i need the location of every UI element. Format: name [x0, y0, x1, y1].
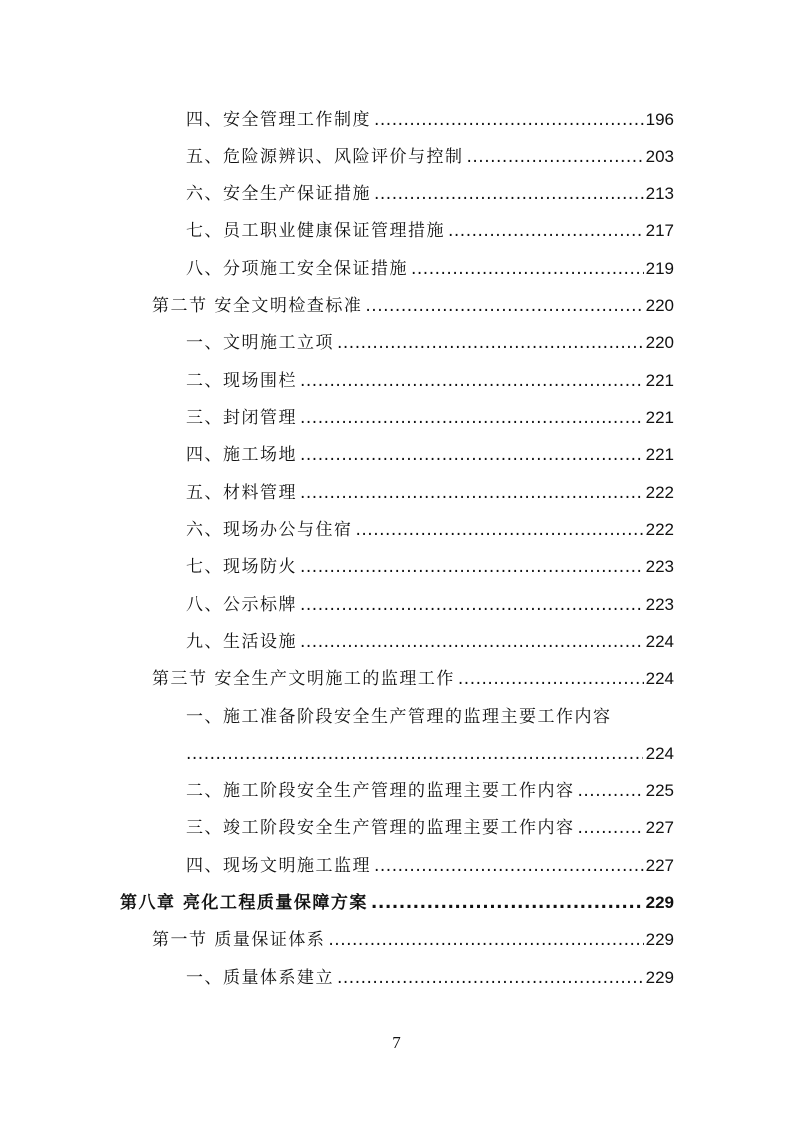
toc-entry-title: 第八章 亮化工程质量保障方案: [120, 893, 368, 913]
toc-entry[interactable]: [186, 332, 674, 354]
toc-entry-title: 七、员工职业健康保证管理措施: [186, 221, 445, 241]
toc-entry-page: 223: [645, 557, 674, 576]
toc-entry[interactable]: [186, 967, 674, 989]
toc-leader-dots: [300, 444, 644, 466]
toc-entry-title: 一、文明施工立项: [186, 333, 334, 353]
toc-leader-dots: [337, 967, 644, 989]
toc-entry[interactable]: [186, 594, 674, 616]
toc-entry[interactable]: [186, 370, 674, 392]
toc-entry-page: 203: [645, 147, 674, 166]
toc-entry-title: 七、现场防火: [186, 557, 297, 577]
toc-entry-page: 222: [645, 520, 674, 539]
toc-leader-dots: [467, 146, 644, 168]
toc-entry-title: 五、危险源辨识、风险评价与控制: [186, 147, 464, 167]
toc-leader-dots: [448, 220, 644, 242]
toc-leader-dots: [411, 258, 644, 280]
toc-entry[interactable]: [186, 109, 674, 131]
toc-entry-page: 221: [645, 408, 674, 427]
toc-entry[interactable]: [186, 817, 674, 839]
toc-entry-title: 三、竣工阶段安全生产管理的监理主要工作内容: [186, 818, 575, 838]
toc-section-entry[interactable]: [152, 295, 674, 317]
toc-entry-title: 八、公示标牌: [186, 595, 297, 615]
toc-leader-dots: [371, 892, 644, 914]
toc-leader-dots: [365, 295, 643, 317]
toc-leader-dots: [300, 556, 644, 578]
toc-leader-dots: [186, 743, 643, 765]
toc-entry-title: 四、现场文明施工监理: [186, 856, 371, 876]
toc-entry-page: 229: [645, 893, 674, 912]
toc-entry[interactable]: [186, 482, 674, 504]
toc-entry[interactable]: [186, 444, 674, 466]
toc-section-entry[interactable]: [152, 929, 674, 951]
toc-entry-page: 213: [645, 184, 674, 203]
toc-entry-title: 二、施工阶段安全生产管理的监理主要工作内容: [186, 781, 575, 801]
toc-entry-title: 五、材料管理: [186, 483, 297, 503]
toc-entry[interactable]: [186, 146, 674, 168]
toc-entry-title: 九、生活设施: [186, 632, 297, 652]
toc-entry-title: 一、质量体系建立: [186, 968, 334, 988]
toc-entry[interactable]: [186, 258, 674, 280]
toc-entry[interactable]: [186, 556, 674, 578]
toc-entry-page: 196: [645, 110, 674, 129]
toc-entry[interactable]: [186, 631, 674, 653]
toc-entry-page: 224: [645, 669, 674, 688]
toc-entry-title: 六、安全生产保证措施: [186, 184, 371, 204]
toc-entry-page: 225: [645, 781, 674, 800]
toc-chapter-entry[interactable]: [120, 892, 674, 914]
toc-entry-title: 二、现场围栏: [186, 371, 297, 391]
toc-leader-dots: [458, 668, 644, 690]
toc-entry-page: 224: [645, 744, 674, 763]
toc-entry-title: 四、安全管理工作制度: [186, 110, 371, 130]
toc-entry[interactable]: [186, 780, 674, 802]
toc-entry-title: 八、分项施工安全保证措施: [186, 259, 408, 279]
toc-leader-dots: [300, 631, 644, 653]
toc-entry[interactable]: [186, 220, 674, 242]
toc-entry-page: 229: [645, 930, 674, 949]
toc-entry-page: 221: [645, 371, 674, 390]
toc-entry-page: 229: [645, 968, 674, 987]
toc-entry-page: 223: [645, 595, 674, 614]
toc-entry-title: 第二节 安全文明检查标准: [152, 296, 363, 316]
toc-entry-page: 220: [645, 296, 674, 315]
page-number: 7: [392, 1033, 401, 1052]
toc-leader-dots: [300, 594, 644, 616]
toc-entry-title-wrapped[interactable]: 一、施工准备阶段安全生产管理的监理主要工作内容: [186, 707, 612, 727]
toc-entry[interactable]: [186, 855, 674, 877]
toc-leader-dots: [337, 332, 644, 354]
toc-leader-dots: [300, 482, 644, 504]
toc-entry-title: 四、施工场地: [186, 445, 297, 465]
toc-entry-title: 第一节 质量保证体系: [152, 930, 326, 950]
toc-leader-dots: [374, 855, 644, 877]
toc-entry-page: 221: [645, 445, 674, 464]
toc-entry-page: 227: [645, 818, 674, 837]
toc-leader-dots: [300, 370, 644, 392]
toc-entry-page: 227: [645, 856, 674, 875]
toc-entry-page: 219: [645, 259, 674, 278]
toc-entry-title: 六、现场办公与住宿: [186, 520, 353, 540]
toc-entry[interactable]: [186, 183, 674, 205]
toc-entry[interactable]: [186, 407, 674, 429]
toc-leader-dots: [328, 929, 643, 951]
toc-leader-dots: [374, 183, 644, 205]
toc-entry-page: 222: [645, 483, 674, 502]
toc-leader-dots: [578, 780, 644, 802]
toc-leader-dots: [356, 519, 644, 541]
toc-entry-page: 220: [645, 333, 674, 352]
toc-entry-title: 三、封闭管理: [186, 408, 297, 428]
toc-section-entry[interactable]: [152, 668, 674, 690]
toc-entry-title: 第三节 安全生产文明施工的监理工作: [152, 669, 455, 689]
toc-entry[interactable]: [186, 519, 674, 541]
toc-leader-dots: [374, 109, 644, 131]
toc-entry-page: 224: [645, 632, 674, 651]
toc-leader-dots: [300, 407, 644, 429]
toc-entry-continuation[interactable]: [186, 743, 674, 765]
toc-leader-dots: [578, 817, 644, 839]
toc-entry-page: 217: [645, 221, 674, 240]
